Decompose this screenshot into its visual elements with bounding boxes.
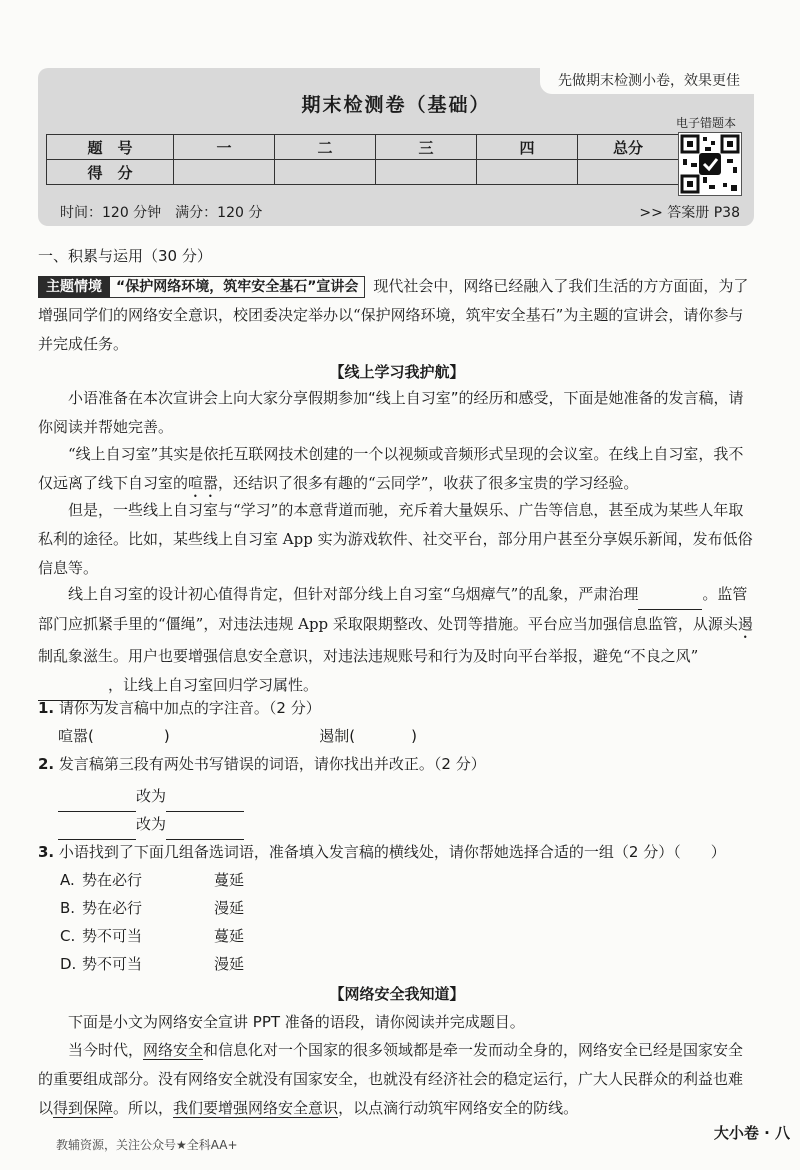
question-2-answer-row (58, 810, 776, 840)
question-number: 1. (38, 699, 55, 717)
score-table-header-row (47, 135, 679, 160)
section-title: 一、积累与运用（30 分） (38, 247, 212, 265)
corrected-word-input[interactable] (166, 810, 244, 840)
question-2-answer-row (58, 782, 776, 812)
question-text: 请你为发言稿中加点的字注音。（2 分） (58, 699, 321, 717)
option-word-2: 漫延 (214, 955, 245, 973)
footer-source: 教辅资源，关注公众号★全科AA+ (56, 1138, 238, 1152)
option-word-1: 势不可当 (82, 955, 143, 973)
paren: ) (163, 727, 170, 745)
footer-page-label: 大小卷 · 八 (713, 1124, 790, 1142)
theme-intro-text: 现代社会中，网络已经融入了我们生活的方方面面，为了增强同学们的网络安全意识，校团委决定举办以“保护网络环境，筑牢安全基石”为主题的宣讲会，请你参与并完成任务。 (38, 277, 749, 353)
score-cell (174, 160, 275, 185)
score-cell (376, 160, 477, 185)
option-word-1: 势不可当 (82, 927, 143, 945)
passage-text: ，还结识了很多有趣的“云同学”，收获了很多宝贵的学习经验。 (218, 474, 639, 492)
change-label: 改为 (136, 815, 167, 833)
option-letter: B. (60, 899, 76, 917)
score-header-cell: 三 (376, 135, 477, 160)
theme-tag: 主题情境 (38, 276, 110, 298)
passage-text: 线上自习室的设计初心值得肯定，但针对部分线上自习室“乌烟瘴气”的乱象，严肃治理 (68, 585, 639, 603)
passage-paragraph-3 (38, 580, 756, 701)
score-header-cell: 一 (174, 135, 275, 160)
passage-text: 和信息化对一个国家的很多领域都是牵一发而动全身的，网络安全已经是国家安全的重要组成部分。没有网络安全就没有国家安全，也就没有经济社会的稳定运行，广大人民群众的利益也难以 (38, 1041, 744, 1117)
underlined-phrase: 得到保障 (53, 1099, 114, 1117)
score-cell (275, 160, 376, 185)
qr-code-icon[interactable] (678, 132, 742, 196)
word-label: 喧嚣( (58, 727, 94, 745)
option-b[interactable] (60, 894, 778, 923)
option-letter: D. (60, 955, 77, 973)
time-and-score-info: 时间：120 分钟 满分：120 分 (60, 205, 263, 221)
score-table-score-row (47, 160, 679, 185)
passage-text: ，以点滴行动筑牢网络安全的防线。 (338, 1099, 579, 1117)
change-label: 改为 (136, 787, 167, 805)
dotted-word: 遏 (737, 615, 753, 633)
option-letter: C. (60, 927, 76, 945)
theme-intro (38, 272, 756, 359)
passage-text: ，让线上自习室回归学习属性。 (108, 676, 319, 694)
part2-paragraph (38, 1036, 756, 1123)
question-2 (38, 750, 756, 779)
wrong-question-label: 电子错题本 (676, 116, 737, 130)
score-cell (578, 160, 679, 185)
question-text: 小语找到了下面几组备选词语，准备填入发言稿的横线处，请你帮她选择合适的一组（2 分）（ ） (58, 843, 726, 861)
score-table (46, 134, 679, 185)
dotted-word: 喧嚣 (188, 474, 219, 492)
exam-title: 期末检测卷（基础） (301, 94, 491, 116)
part2-heading: 【网络安全我知道】 (329, 985, 465, 1003)
wrong-word-input[interactable] (58, 782, 136, 812)
passage-text: 制乱象滋生。用户也要增强信息安全意识，对违法违规账号和行为及时向平台举报，避免“不良之风” (38, 647, 699, 665)
score-row-label: 得 分 (47, 160, 174, 185)
option-word-1: 势在必行 (82, 899, 143, 917)
passage-text: 。监管部门应抓紧手里的“僵绳”，对违法违规 App 采取限期整改、处罚等措施。平台应当加强信息监管，从源头 (38, 585, 748, 633)
theme-title: “保护网络环境，筑牢安全基石”宣讲会 (110, 276, 365, 298)
passage-text: 。所以， (113, 1099, 174, 1117)
question-1 (38, 694, 756, 723)
score-header-cell: 四 (477, 135, 578, 160)
option-word-2: 蔓延 (214, 871, 245, 889)
option-word-1: 势在必行 (82, 871, 143, 889)
score-header-cell: 二 (275, 135, 376, 160)
question-3 (38, 838, 756, 867)
answer-blank[interactable] (638, 580, 702, 610)
score-header-cell: 总分 (578, 135, 679, 160)
option-word-2: 蔓延 (214, 927, 245, 945)
wrong-word-input[interactable] (58, 810, 136, 840)
passage-text: “线上自习室”其实是依托互联网技术创建的一个以视频或音频形式呈现的会议室。在线上自习室，我不仅远离了线下自习室的 (38, 445, 744, 492)
answer-reference: >> 答案册 P38 (639, 205, 740, 221)
question-1-answers (58, 722, 776, 751)
tagline: 先做期末检测小卷，效果更佳 (540, 68, 754, 94)
passage-paragraph-1 (38, 440, 756, 501)
option-letter: A. (60, 871, 75, 889)
underlined-phrase: 我们要增强网络安全意识 (173, 1099, 339, 1117)
word-label: 遏制( (319, 727, 356, 745)
option-c[interactable] (60, 922, 778, 951)
question-text: 发言稿第三段有两处书写错误的词语，请你找出并改正。（2 分） (58, 755, 486, 773)
passage-paragraph-2: 但是，一些线上自习室与“学习”的本意背道而驰，充斥着大量娱乐、广告等信息，甚至成为某些人年取私利的途径。比如，某些线上自习室 App 实为游戏软件、社交平台，部分用户甚至分享娱乐新闻，发布低俗信息等。 (38, 501, 753, 577)
score-header-cell: 题 号 (47, 135, 174, 160)
option-word-2: 漫延 (214, 899, 245, 917)
exam-header (38, 68, 754, 226)
option-a[interactable] (60, 866, 778, 895)
question-number: 3. (38, 843, 55, 861)
option-d[interactable] (60, 950, 778, 979)
score-cell (477, 160, 578, 185)
part1-lead: 小语准备在本次宣讲会上向大家分享假期参加“线上自习室”的经历和感受，下面是她准备的发言稿，请你阅读并帮她完善。 (38, 389, 744, 436)
corrected-word-input[interactable] (166, 782, 244, 812)
part2-lead: 下面是小文为网络安全宣讲 PPT 准备的语段，请你阅读并完成题目。 (68, 1013, 525, 1031)
paren: ) (411, 727, 417, 745)
part1-heading: 【线上学习我护航】 (329, 363, 465, 381)
underlined-phrase: 网络安全 (143, 1041, 204, 1059)
passage-text: 当今时代， (68, 1041, 144, 1059)
question-number: 2. (38, 755, 55, 773)
